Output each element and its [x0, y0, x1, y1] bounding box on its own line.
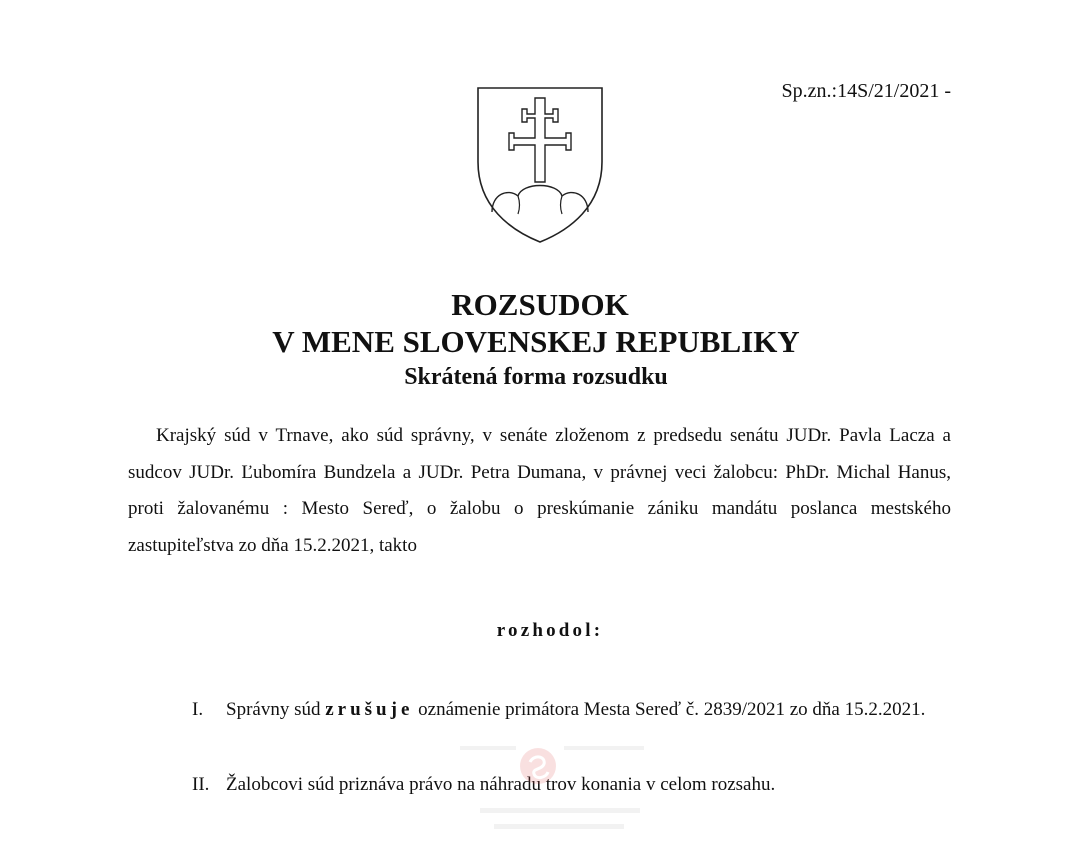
decided-heading: rozhodol: [496, 620, 604, 641]
watermark-logo-icon [460, 742, 650, 834]
verdict-text-after: oznámenie primátora Mesta Sereď č. 2839/2021 zo dňa 15.2.2021. [413, 699, 926, 720]
subtitle-short-form: Skrátená forma rozsudku [404, 364, 668, 390]
verdict-item [192, 697, 952, 722]
case-reference-number: Sp.zn.:14S/21/2021 - [781, 80, 951, 102]
title-in-name-of-republic: V MENE SLOVENSKEJ REPUBLIKY [272, 324, 800, 359]
title-judgment: ROZSUDOK [451, 287, 629, 322]
verdict-item-text [226, 697, 952, 722]
intro-paragraph: Krajský súd v Trnave, ako súd správny, v senáte zloženom z predsedu senátu JUDr. Pavla Lacza a sudcov JUDr. Ľubomíra Bundzela a JUDr. Petra Dumana, v právnej veci žalobcu: PhDr. Michal Hanus, proti žalovanému : Mesto Sereď, o žalobu o preskúmanie zániku mandátu poslanca mestského zastupiteľstva zo dňa 15.2.2021, takto [128, 425, 951, 556]
verdict-item-number: I. [192, 699, 204, 720]
verdict-item-number: II. [192, 774, 210, 795]
verdict-text-before: Správny súd [226, 699, 326, 720]
slovak-coat-of-arms-icon [474, 84, 606, 246]
judgment-title-block [0, 286, 1072, 392]
verdict-emphasis: zrušuje [325, 699, 414, 720]
verdict-item-text: Žalobcovi súd priznáva právo na náhradu trov konania v celom rozsahu. [226, 774, 776, 795]
